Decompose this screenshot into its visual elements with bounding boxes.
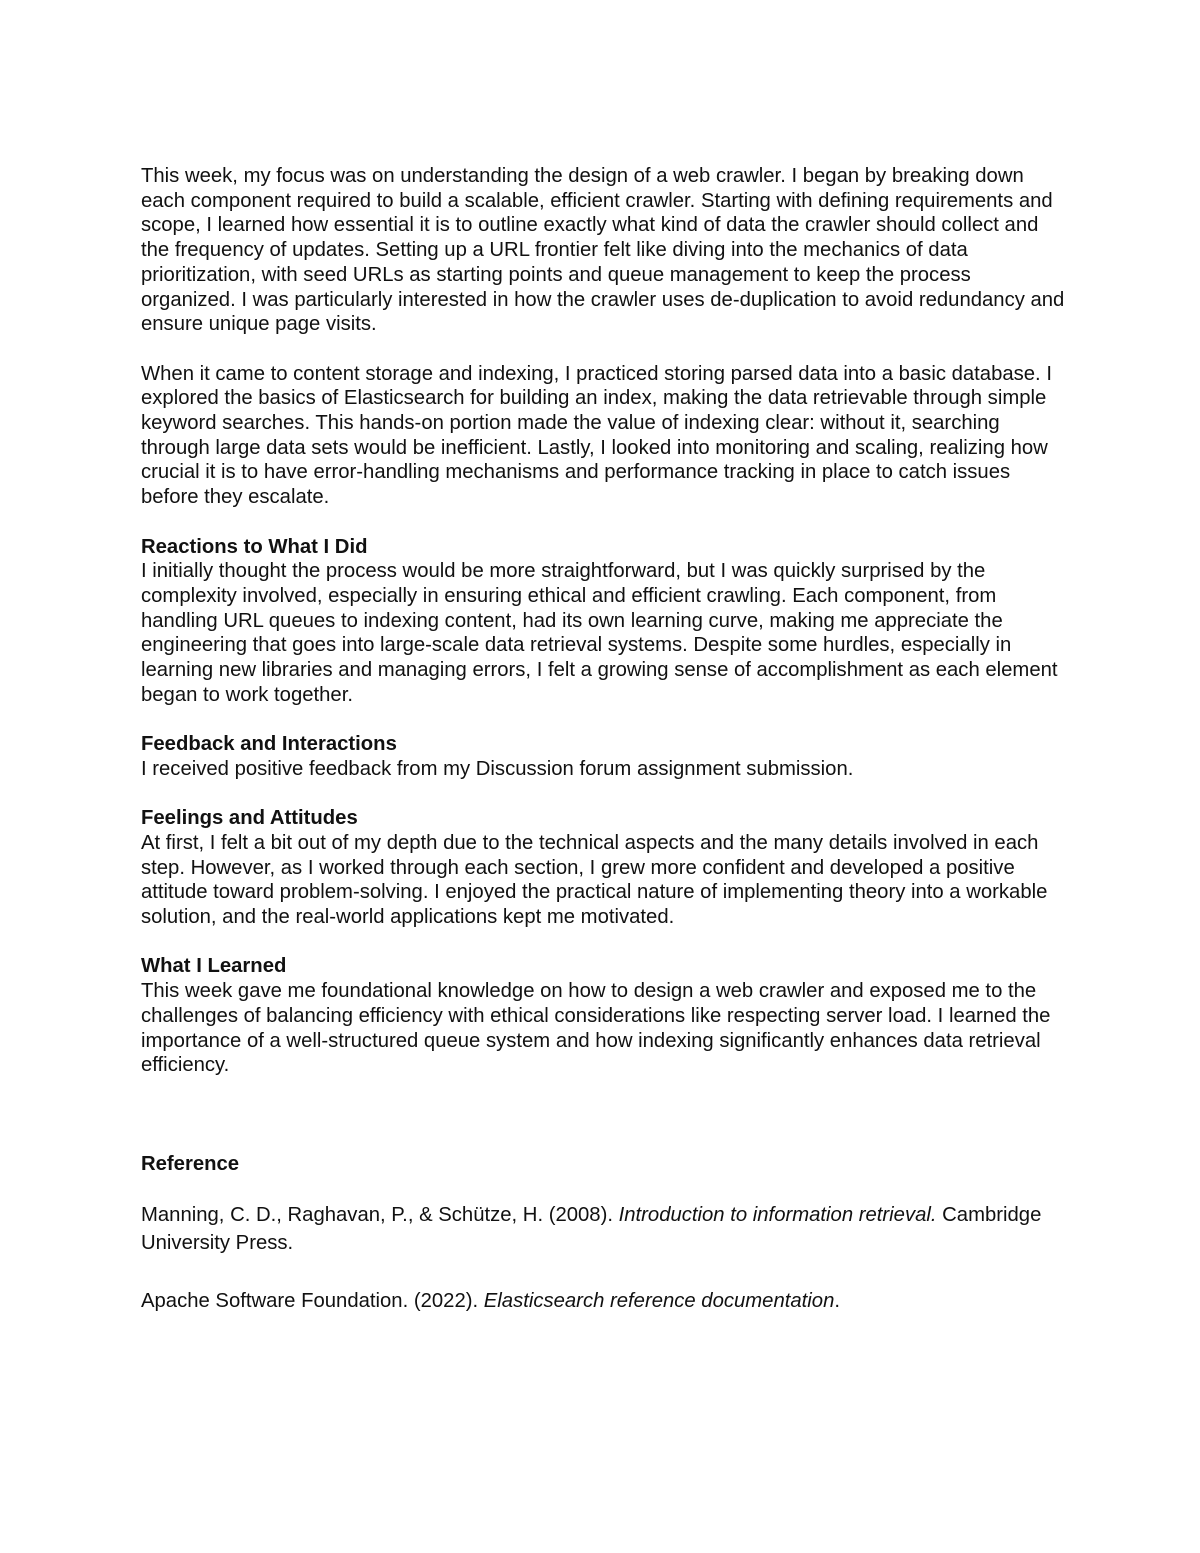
intro-paragraph-1: This week, my focus was on understanding the design of a web crawler. I began by breaking down each component required to build a scalable, efficient crawler. Starting with defining requirements and scope, I learned how essential it is to outline exactly what kind of data the crawler should collect and the frequency of updates. Setting up a URL frontier felt like diving into the mechanics of data prioritization, with seed URLs as starting points and queue management to keep the process organized. I was particularly interested in how the crawler uses de-duplication to avoid redundancy and ensure unique page visits. (141, 165, 1065, 336)
reference-publisher: Cambridge University Press. (141, 1203, 1042, 1254)
section-heading-feelings: Feelings and Attitudes (141, 807, 358, 830)
reference-heading: Reference (141, 1152, 240, 1175)
reference-authors: Apache Software Foundation. (2022). (141, 1289, 484, 1312)
reference-entry (141, 1287, 1066, 1315)
reference-entry (141, 1201, 1066, 1257)
section-body-learned: This week gave me foundational knowledge on how to design a web crawler and exposed me to the challenges of balancing efficiency with ethical considerations like respecting server load. I learned the importance of a well-structured queue system and how indexing significantly enhances data retrieval efficiency. (141, 980, 1051, 1077)
document-page (141, 164, 1066, 1315)
reference-title: Introduction to information retrieval. (618, 1203, 937, 1226)
reference-title: Elasticsearch reference documentation (483, 1289, 835, 1312)
section-heading-reactions: Reactions to What I Did (141, 535, 368, 558)
intro-paragraph-2: When it came to content storage and indexing, I practiced storing parsed data into a basic database. I explored the basics of Elasticsearch for building an index, making the data retrievable through simple keyword searches. This hands-on portion made the value of indexing clear: without it, searching through large data sets would be inefficient. Lastly, I looked into monitoring and scaling, realizing how crucial it is to have error-handling mechanisms and performance tracking in place to catch issues before they escalate. (141, 362, 1052, 509)
reference-authors: Manning, C. D., Raghavan, P., & Schütze, H. (2008). (141, 1203, 619, 1226)
section-body-feedback: I received positive feedback from my Discussion forum assignment submission. (141, 757, 854, 780)
section-heading-feedback: Feedback and Interactions (141, 733, 397, 756)
section-body-reactions: I initially thought the process would be more straightforward, but I was quickly surprised by the complexity involved, especially in ensuring ethical and efficient crawling. Each component, from handling URL queues to indexing content, had its own learning curve, making me appreciate the engineering that goes into large-scale data retrieval systems. Despite some hurdles, especially in learning new libraries and managing errors, I felt a growing sense of accomplishment as each element began to work together. (141, 560, 1058, 706)
reference-publisher: . (834, 1289, 840, 1312)
section-heading-learned: What I Learned (141, 955, 287, 978)
section-body-feelings: At first, I felt a bit out of my depth due to the technical aspects and the many details involved in each step. However, as I worked through each section, I grew more confident and developed a positive attitude toward problem-solving. I enjoyed the practical nature of implementing theory into a workable solution, and the real-world applications kept me motivated. (141, 831, 1048, 929)
